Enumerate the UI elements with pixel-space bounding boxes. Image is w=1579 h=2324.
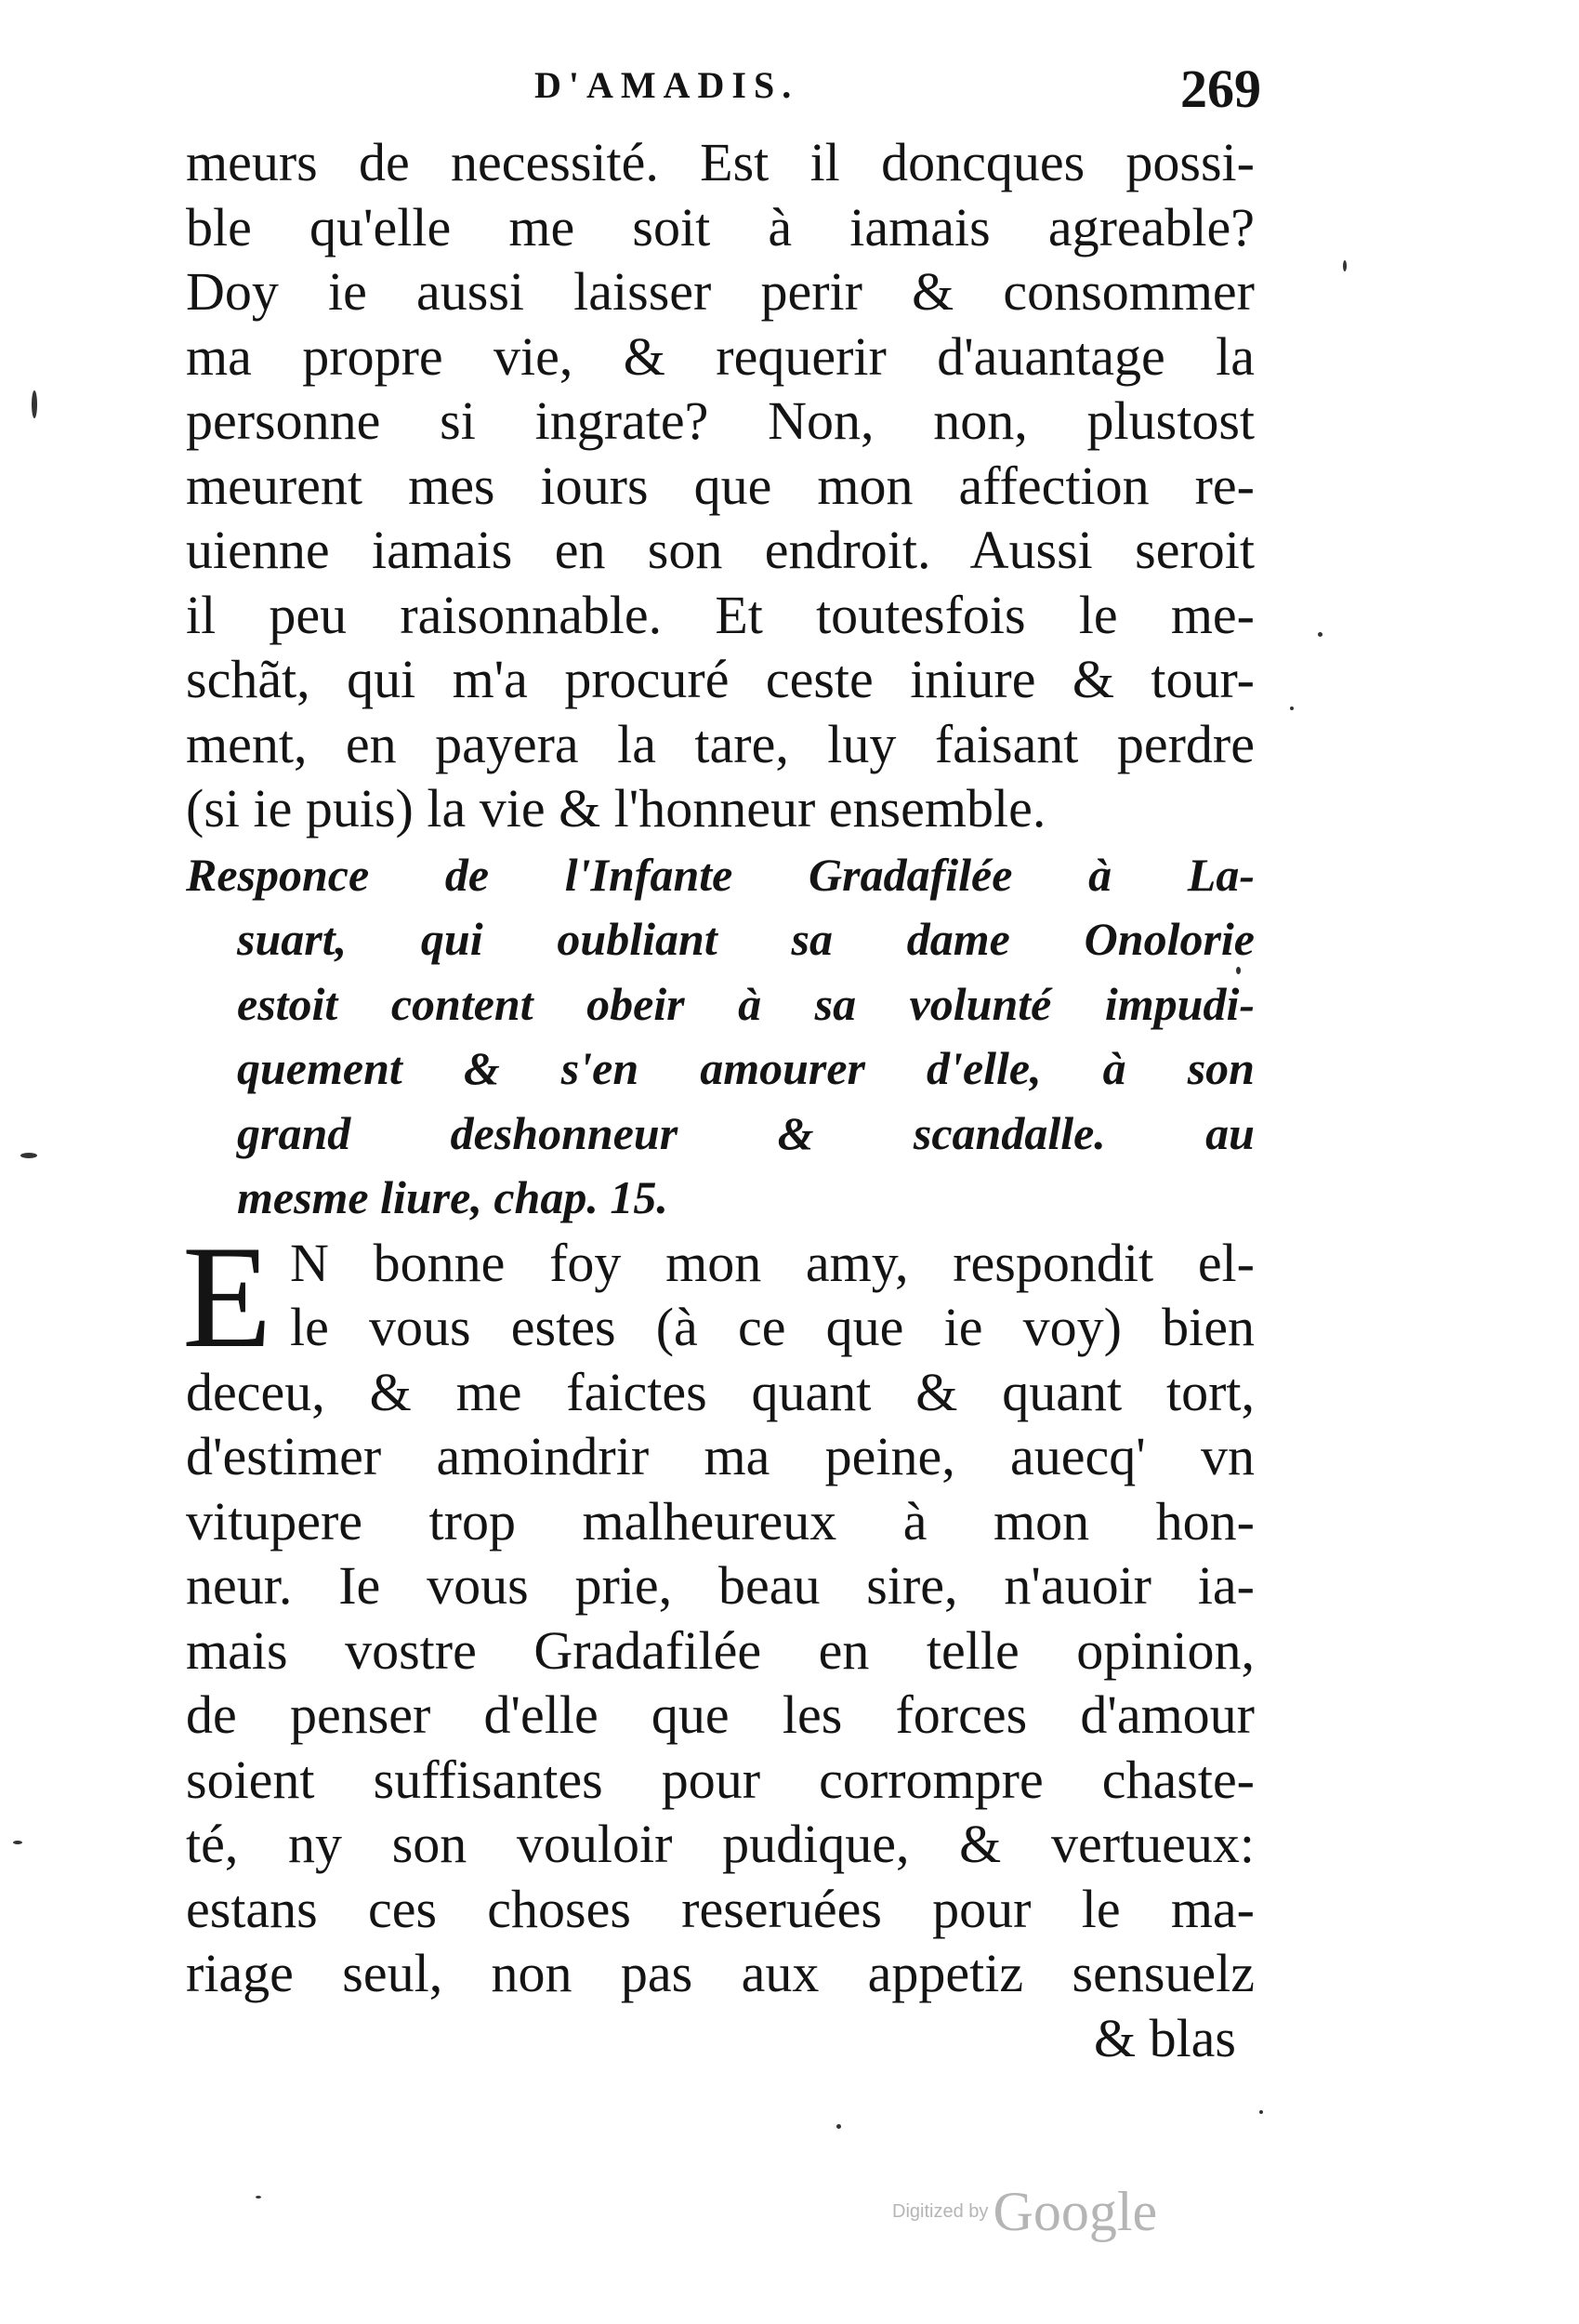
text-line: riage seul, non pas aux appetiz sensuelz [186, 1943, 1255, 2003]
drop-cap: E [182, 1215, 272, 1379]
margin-speck [1259, 2110, 1263, 2114]
margin-speck [1236, 967, 1241, 974]
text-line: soient suffisantes pour corrompre chaste- [186, 1749, 1255, 1810]
text-line: neur. Ie vous prie, beau sire, n'auoir ia- [186, 1555, 1255, 1616]
chapter-heading [186, 843, 1255, 1231]
margin-speck [256, 2196, 261, 2199]
margin-speck [32, 390, 37, 418]
paragraph-1 [186, 130, 1255, 841]
text-line: meurent mes iours que mon affection re- [186, 455, 1255, 516]
text-line: N bonne foy mon amy, respondit el- [290, 1232, 1255, 1293]
text-line: schãt, qui m'a procuré ceste iniure & tour- [186, 649, 1255, 709]
page-header [186, 58, 1264, 123]
text-line: ment, en payera la tare, luy faisant perdre [186, 713, 1255, 774]
margin-speck [13, 1841, 22, 1844]
paragraph-2 [182, 1215, 1255, 2006]
digitized-watermark [892, 2180, 1157, 2244]
heading-line: mesme liure, chap. 15. [237, 1171, 668, 1223]
text-line: de penser d'elle que les forces d'amour [186, 1684, 1255, 1745]
catchword: & blas [1093, 2007, 1236, 2068]
text-line: té, ny son vouloir pudique, & vertueux: [186, 1814, 1255, 1874]
text-line: le vous estes (à ce que ie voy) bien [290, 1297, 1255, 1357]
text-line: d'estimer amoindrir ma peine, auecq' vn [186, 1426, 1255, 1486]
text-line: ble qu'elle me soit à iamais agreable? [186, 196, 1255, 257]
margin-speck [1318, 632, 1322, 637]
text-line: personne si ingrate? Non, non, plustost [186, 390, 1255, 451]
watermark-prefix: Digitized by [892, 2201, 989, 2222]
text-line: deceu, & me faictes quant & quant tort, [186, 1361, 1255, 1422]
heading-line: grand deshonneur & scandalle. au [237, 1106, 1255, 1159]
margin-speck [20, 1153, 37, 1158]
text-line: uienne iamais en son endroit. Aussi seroit [186, 520, 1255, 580]
text-line: (si ie puis) la vie & l'honneur ensemble. [186, 778, 1046, 838]
heading-line: suart, qui oubliant sa dame Onolorie [237, 913, 1255, 965]
running-title: D'AMADIS. [534, 64, 799, 106]
text-line: estans ces choses reseruées pour le ma- [186, 1878, 1255, 1939]
margin-speck [1290, 706, 1294, 710]
text-line: mais vostre Gradafilée en telle opinion, [186, 1619, 1255, 1681]
margin-speck [1343, 260, 1347, 271]
text-line: meurs de necessité. Est il doncques possi- [186, 132, 1255, 192]
text-line: ma propre vie, & requerir d'auantage la [186, 325, 1255, 387]
text-line: il peu raisonnable. Et toutesfois le me- [186, 584, 1255, 645]
text-line: Doy ie aussi laisser perir & consommer [186, 261, 1255, 322]
heading-line: quement & s'en amourer d'elle, à son [237, 1042, 1255, 1094]
heading-line: Responce de l'Infante Gradafilée à La- [186, 848, 1255, 901]
text-line: vitupere trop malheureux à mon hon- [186, 1490, 1255, 1552]
google-logo: Google [993, 2181, 1158, 2242]
page-number: 269 [1180, 59, 1261, 119]
heading-line: estoit content obeir à sa volunté impudi- [237, 977, 1255, 1030]
body-text [182, 130, 1255, 2070]
margin-speck [836, 2124, 841, 2129]
